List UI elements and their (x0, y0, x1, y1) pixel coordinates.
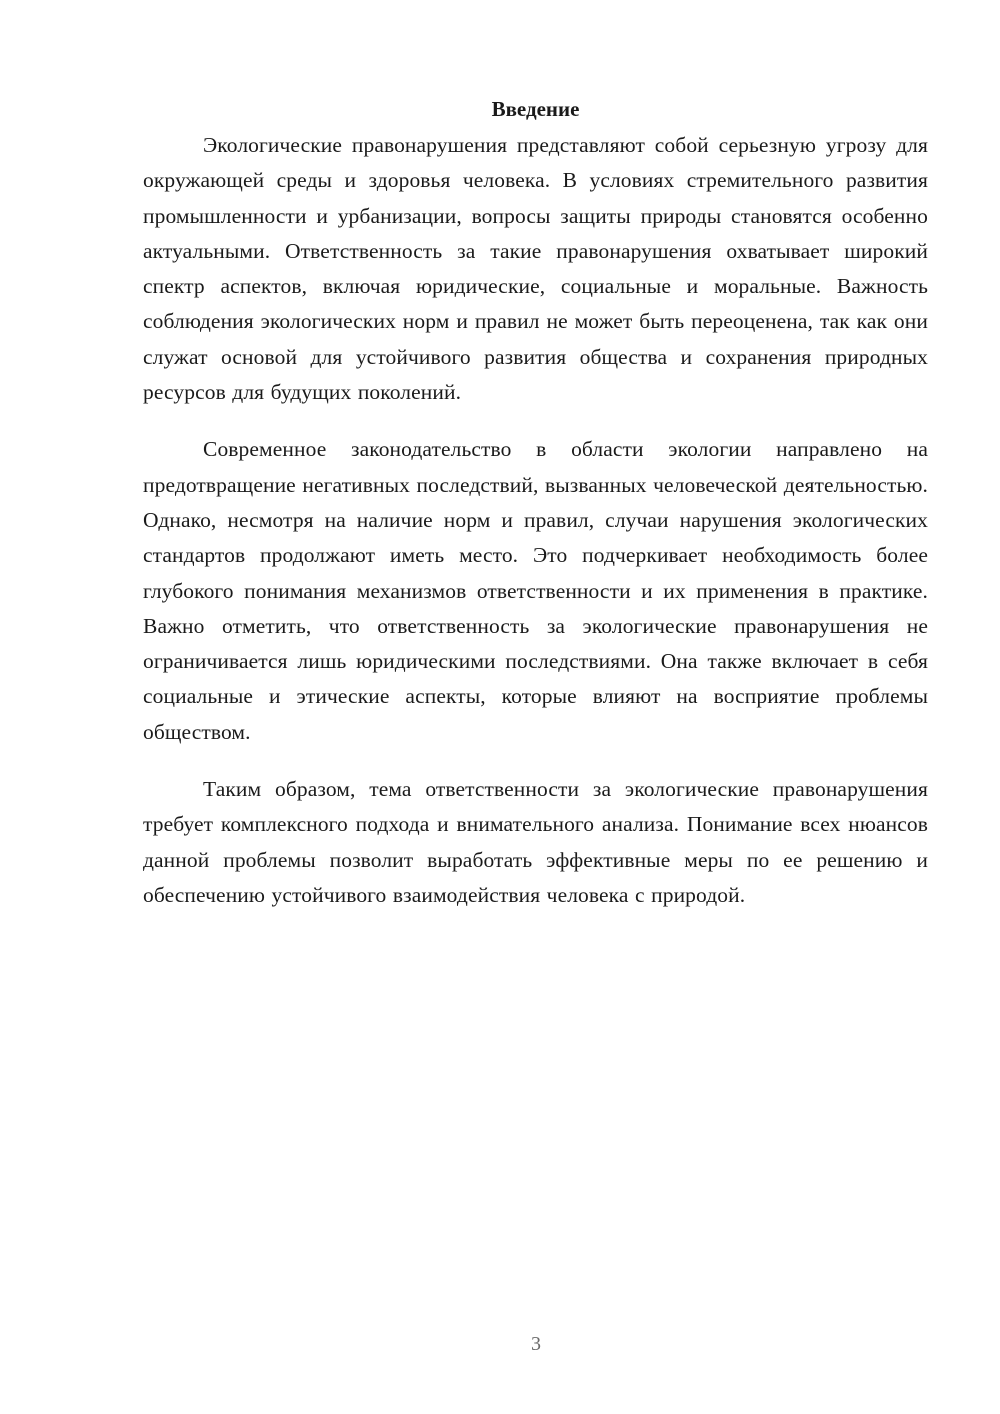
section-heading: Введение (491, 97, 580, 121)
paragraph-3: Таким образом, тема ответственности за экологические правонарушения требует комплексного подхода и внимательного анализа. Понимание всех нюансов данной проблемы позволит выработать эффективные меры по ее решению и обеспечению устойчивого взаимодействия человека с природой. (143, 777, 928, 907)
page-number: 3 (531, 1333, 541, 1355)
paragraph-1: Экологические правонарушения представляют собой серьезную угрозу для окружающей среды и здоровья человека. В условиях стремительного развития промышленности и урбанизации, вопросы защиты природы становятся особенно актуальными. Ответственность за такие правонарушения охватывает широкий спектр аспектов, включая юридические, социальные и моральные. Важность соблюдения экологических норм и правил не может быть переоценена, так как они служат основой для устойчивого развития общества и сохранения природных ресурсов для будущих поколений. (143, 133, 928, 405)
page-content (143, 94, 928, 913)
paragraph-2: Современное законодательство в области экологии направлено на предотвращение негативных последствий, вызванных человеческой деятельностью. Однако, несмотря на наличие норм и правил, случаи нарушения экологических стандартов продолжают иметь место. Это подчеркивает необходимость более глубокого понимания механизмов ответственности и их применения в практике. Важно отметить, что ответственность за экологические правонарушения не ограничивается лишь юридическими последствиями. Она также включает в себя социальные и этические аспекты, которые влияют на восприятие проблемы обществом. (143, 437, 928, 744)
